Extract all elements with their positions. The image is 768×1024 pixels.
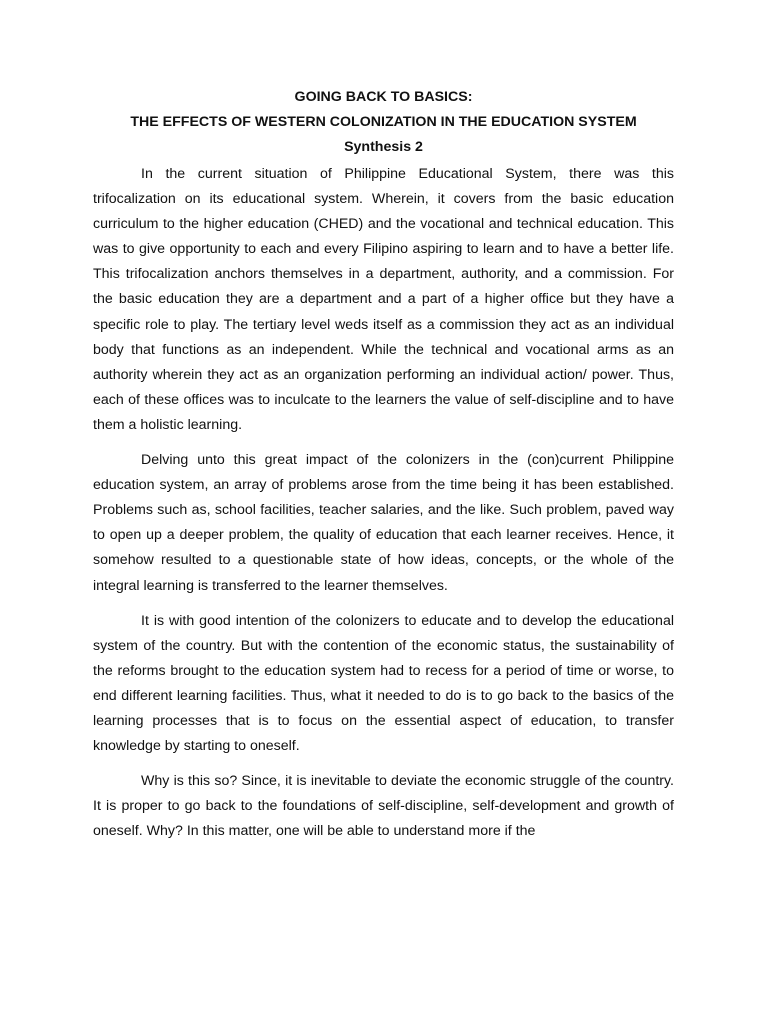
body-paragraph-1: In the current situation of Philippine Educational System, there was this trifocalization on its educational system. Wherein, it covers from the basic education curriculum to the higher education (CHED) and the vocational and technical education. This was to give opportunity to each and every Filipino aspiring to learn and to have a better life. This trifocalization anchors themselves in a department, authority, and a commission. For the basic education they are a department and a part of a higher office but they have a specific role to play. The tertiary level weds itself as a commission they act as an individual body that functions as an independent. While the technical and vocational arms as an authority wherein they act as an organization performing an individual action/ power. Thus, each of these offices was to inculcate to the learners the value of self-discipline and to have them a holistic learning. [93, 166, 674, 433]
body-paragraph-4: Why is this so? Since, it is inevitable to deviate the economic struggle of the country. It is proper to go back to the foundations of self-discipline, self-development and growth of oneself. Why? In this matter, one will be able to understand more if the [93, 773, 674, 840]
body-paragraph-2: Delving unto this great impact of the colonizers in the (con)current Philippine education system, an array of problems arose from the time being it has been established. Problems such as, school facilities, teacher salaries, and the like. Such problem, paved way to open up a deeper problem, the quality of education that each learner receives. Hence, it somehow resulted to a questionable state of how ideas, concepts, or the whole of the integral learning is transferred to the learner themselves. [93, 452, 674, 594]
document-title-line-2: THE EFFECTS OF WESTERN COLONIZATION IN THE EDUCATION SYSTEM [130, 114, 637, 130]
document-page [93, 85, 674, 854]
body-paragraph-3: It is with good intention of the colonizers to educate and to develop the educational system of the country. But with the contention of the economic status, the sustainability of the reforms brought to the education system had to recess for a period of time or worse, to end different learning facilities. Thus, what it needed to do is to go back to the basics of the learning processes that is to focus on the essential aspect of education, to transfer knowledge by starting to oneself. [93, 612, 674, 755]
document-title-line-1: GOING BACK TO BASICS: [294, 89, 473, 105]
document-subtitle: Synthesis 2 [344, 139, 423, 155]
